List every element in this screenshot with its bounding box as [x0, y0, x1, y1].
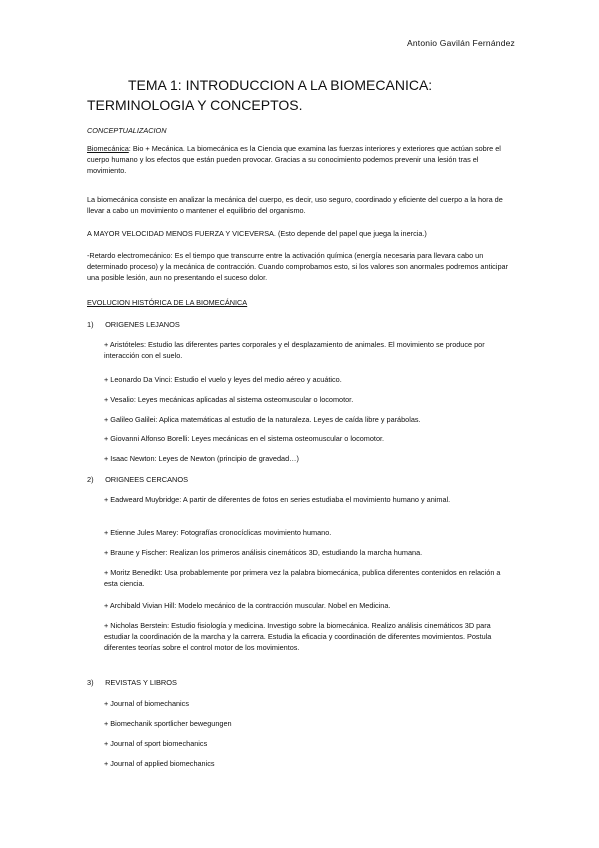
list-item: + Braune y Fischer: Realizan los primeros análisis cinemáticos 3D, estudiando la marcha humana. [104, 548, 423, 557]
definition-text: : Bio + Mecánica. La biomecánica es la Ciencia que examina las fuerzas interiores y exteriores que actúan sobre el cuerpo humano y los efectos que están pueden provocar. Gracias a su conocimiento podemos prevenir una lesión tras el movimiento. [87, 144, 501, 176]
section-title: ORIGNEES CERCANOS [105, 475, 189, 484]
header-author: Antonio Gavilán Fernández [406, 38, 515, 48]
evolucion-heading: EVOLUCION HISTÓRICA DE LA BIOMECÁNICA [87, 298, 248, 307]
conceptualizacion-label: CONCEPTUALIZACION [87, 126, 167, 135]
list-item: + Nicholas Berstein: Estudio fisiología y medicina. Investigo sobre la biomecánica. Realizo análisis cinemáticos 3D para estudiar la coordinación de la marcha y la carrera. Estudia la eficacia y coordinación de diferentes movimientos. Postula diferentes teorías sobre el control motor de los movimientos. [104, 621, 492, 653]
list-item: + Galileo Galilei: Aplica matemáticas al estudio de la naturaleza. Leyes de caída libre y parábolas. [104, 415, 421, 424]
paragraph-3: A MAYOR VELOCIDAD MENOS FUERZA Y VICEVERSA. (Esto depende del papel que juega la inercia.) [87, 229, 427, 238]
list-item: + Journal of biomechanics [104, 699, 189, 708]
section-heading [87, 678, 177, 687]
section-number: 3) [87, 678, 94, 687]
list-item: + Aristóteles: Estudio las diferentes partes corporales y el desplazamiento de animales. El movimiento se produce por interacción con el suelo. [104, 340, 485, 361]
list-item: + Vesalio: Leyes mecánicas aplicadas al sistema osteomuscular o locomotor. [104, 395, 354, 404]
section-title: REVISTAS Y LIBROS [105, 678, 177, 687]
definition-paragraph [87, 143, 517, 177]
paragraph-4: -Retardo electromecánico: Es el tiempo que transcurre entre la activación química (energía necesaria para llevara cabo un determinado proceso) y la mecánica de contracción. Cuando comprobamos esto, si los valores son anormales podremos anticipar una posible lesión, aun no presentando el suceso dolor. [87, 251, 508, 283]
section-number: 1) [87, 320, 94, 329]
list-item: + Giovanni Alfonso Borelli: Leyes mecánicas en el sistema osteomuscular o locomotor. [104, 434, 385, 443]
section-heading [87, 475, 188, 484]
list-item: + Journal of sport biomechanics [104, 739, 208, 748]
list-item: + Archibald Vivian Hill: Modelo mecánico de la contracción muscular. Nobel en Medicina. [104, 601, 391, 610]
section-title: ORIGENES LEJANOS [105, 320, 180, 329]
list-item: + Journal of applied biomechanics [104, 759, 215, 768]
paragraph-2: La biomecánica consiste en analizar la mecánica del cuerpo, es decir, uso seguro, coordinado y eficiente del cuerpo a la hora de llevar a cabo un movimiento o mantener el equilibrio del organismo. [87, 195, 503, 216]
document-title [87, 75, 517, 115]
title-line-2: TERMINOLOGIA Y CONCEPTOS. [87, 97, 303, 113]
title-line-1: TEMA 1: INTRODUCCION A LA BIOMECANICA: [128, 77, 433, 93]
list-item: + Eadweard Muybridge: A partir de diferentes de fotos en series estudiaba el movimiento humano y animal. [104, 495, 451, 504]
section-number: 2) [87, 475, 94, 484]
section-heading [87, 320, 180, 329]
list-item: + Etienne Jules Marey: Fotografías cronocíclicas movimiento humano. [104, 528, 332, 537]
list-item: + Leonardo Da Vinci: Estudio el vuelo y leyes del medio aéreo y acuático. [104, 375, 342, 384]
list-item: + Biomechanik sportlicher bewegungen [104, 719, 232, 728]
definition-term: Biomecánica [87, 144, 129, 153]
list-item: + Isaac Newton: Leyes de Newton (principio de gravedad…) [104, 454, 299, 463]
list-item: + Moritz Benedikt: Usa probablemente por primera vez la palabra biomecánica, publica diferentes contenidos en relación a esta ciencia. [104, 568, 501, 589]
